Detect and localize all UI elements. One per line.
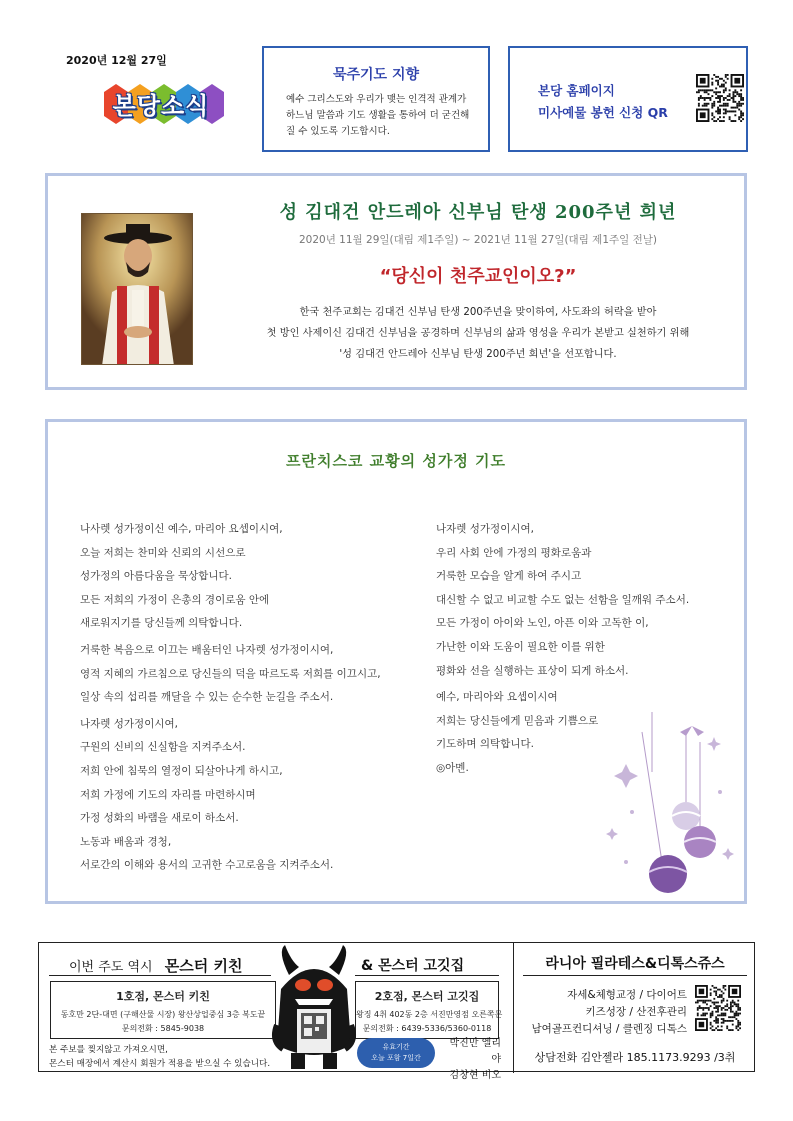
store-1-tel: 문의전화 : 5845-9038 [121, 1024, 205, 1033]
store-2-name: 2호점, 몬스터 고깃집 [374, 990, 480, 1003]
pilates-rule [523, 975, 747, 976]
intention-text [286, 92, 470, 140]
prayer-line: 노동과 배움과 경청, [80, 835, 172, 848]
pilates-service: 자세&체형교정 / 다이어트 [567, 989, 687, 1001]
store-2-address: 왕징 4취 402동 2층 서진만영점 오른쪽문 [356, 1010, 503, 1019]
monster-headline [69, 955, 242, 976]
prayer-line: 저희 가정에 기도의 자리를 마련하시며 [80, 788, 256, 801]
staff-names [441, 1036, 501, 1084]
homepage-line: 본당 홈페이지 [538, 83, 615, 98]
intention-line: 예수 그리스도와 우리가 맺는 인격적 관계가 [286, 94, 467, 105]
monster-mascot-icon [271, 945, 357, 1071]
anniversary-line: 첫 방인 사제이신 김대건 신부님을 공경하며 신부님의 삶과 영성을 우리가 본받고 실천하기 위해 [266, 328, 690, 339]
staff-name: 박진만 엘리야 [449, 1038, 501, 1065]
prayer-line: 새로워지기를 당신들께 의탁합니다. [80, 617, 243, 630]
anniversary-section [45, 173, 747, 390]
intention-line: 하느님 말씀과 기도 생활을 통하여 더 굳건해 [286, 110, 470, 121]
prayer-line: ◎아멘. [436, 761, 469, 774]
anniversary-line: '성 김대건 안드레아 신부님 탄생 200주년 희년'을 선포합니다. [339, 349, 617, 360]
validity-label: 유효기간 [382, 1043, 410, 1051]
prayer-line: 구원의 신비의 신실함을 지켜주소서. [80, 741, 246, 754]
pilates-services [521, 987, 687, 1038]
pilates-title: 라니아 필라테스&디톡스쥬스 [545, 956, 725, 972]
saint-portrait [81, 213, 193, 365]
homepage-qr-text [538, 80, 668, 124]
prayer-line: 저희는 당신들에게 믿음과 기쁨으로 [436, 714, 599, 727]
staff-name: 김창현 비오 [449, 1070, 501, 1081]
christmas-ornaments-icon [602, 712, 742, 897]
prayer-left-column [80, 518, 440, 878]
prayer-line: 가정 성화의 바램을 새로이 하소서. [80, 812, 239, 825]
headline-rule [355, 975, 499, 976]
prayer-line: 오늘 저희는 찬미와 신뢰의 시선으로 [80, 546, 246, 559]
anniversary-period: 2020년 11월 29일(대림 제1주일) ~ 2021년 11월 27일(대림 제1주일 전날) [298, 234, 658, 246]
prayer-line: 거룩한 복음으로 이끄는 배움터인 나자렛 성가정이시여, [80, 643, 334, 656]
validity-badge [357, 1038, 435, 1068]
anniversary-title: 성 김대건 안드레아 신부님 탄생 200주년 희년 [279, 202, 677, 223]
homepage-qr-box [508, 46, 748, 152]
prayer-line: 평화와 선을 실행하는 표상이 되게 하소서. [436, 664, 629, 677]
prayer-line: 예수, 마리아와 요셉이시여 [436, 691, 558, 704]
prayer-line: 기도하며 의탁합니다. [436, 738, 534, 751]
coupon-line: 본 주보를 찢지않고 가져오시면, [49, 1045, 168, 1055]
headline-suffix: & 몬스터 고깃집 [361, 958, 465, 974]
prayer-line: 모든 가정이 아이와 노인, 아픈 이와 고독한 이, [436, 617, 649, 630]
homepage-line: 미사예물 봉헌 신청 QR [538, 105, 668, 120]
prayer-line: 영적 지혜의 가르침으로 당신들의 덕을 따르도록 저희를 이끄시고, [80, 667, 381, 680]
prayer-line: 저희 안에 침묵의 열정이 되살아나게 하시고, [80, 764, 283, 777]
intention-line: 질 수 있도록 기도합시다. [286, 126, 390, 137]
prayer-line: 모든 저희의 가정이 은총의 경이로움 안에 [80, 593, 270, 606]
prayer-line: 거룩한 모습을 알게 하여 주시고 [436, 570, 582, 583]
prayer-line: 나자렛 성가정이시여, [80, 717, 178, 730]
logo-text: 본당소식 [112, 92, 210, 120]
anniversary-quote: “당신이 천주교인이오?” [379, 266, 577, 287]
store-2-box [355, 981, 503, 1039]
store-1-box [50, 981, 276, 1039]
issue-date: 2020년 12월 27일 [66, 54, 167, 67]
prayer-line: 서로간의 이해와 용서의 고귀한 수고로움을 지켜주소서. [80, 859, 334, 872]
prayer-line: 대신할 수 없고 비교할 수도 없는 선함을 일깨워 주소서. [436, 593, 690, 606]
pilates-contact: 상담전화 김안젤라 185.1173.9293 /3취 [534, 1051, 736, 1064]
anniversary-body [213, 302, 743, 365]
store-1-address: 동호만 2단-대면 (구해산물 시장) 왕산상업중심 3층 복도끝 [60, 1010, 266, 1019]
holy-family-prayer-section [45, 419, 747, 904]
pilates-service: 키즈성장 / 산전후관리 [585, 1006, 687, 1018]
validity-value: 오늘 포함 7일간 [371, 1054, 421, 1062]
headline-prefix: 이번 주도 역시 [69, 960, 153, 975]
prayer-line: 성가정의 아름다움을 묵상합니다. [80, 570, 233, 583]
advertisement-block [38, 942, 755, 1081]
prayer-line: 나자렛 성가정이시여, [436, 523, 534, 535]
headline-rule [49, 975, 271, 976]
prayer-line: 우리 사회 안에 가정의 평화로움과 [436, 546, 592, 559]
qr-code-icon[interactable] [696, 74, 744, 122]
store-2-tel: 문의전화 : 6439-5336/5360-0118 [362, 1024, 492, 1033]
rosary-intention-box [262, 46, 490, 152]
qr-code-icon[interactable] [695, 985, 741, 1031]
prayer-title: 프란치스코 교황의 성가정 기도 [285, 452, 507, 470]
prayer-line: 가난한 이와 도움이 필요한 이를 위한 [436, 640, 605, 653]
prayer-line: 나사렛 성가정이신 예수, 마리아 요셉이시여, [80, 523, 283, 535]
parish-news-logo [94, 80, 228, 128]
store-1-name: 1호점, 몬스터 키친 [116, 990, 210, 1003]
intention-title: 묵주기도 지향 [332, 67, 420, 83]
prayer-line: 일상 속의 섭리를 깨달을 수 있는 순수한 눈길을 주소서. [80, 691, 334, 704]
pilates-service: 남여골프컨디셔닝 / 클렌징 디톡스 [531, 1023, 687, 1035]
coupon-note [49, 1043, 270, 1071]
coupon-line: 몬스터 매장에서 계산시 회원가 적용을 받으실 수 있습니다. [49, 1059, 271, 1069]
headline-name: 몬스터 키친 [164, 957, 243, 975]
anniversary-line: 한국 천주교회는 김대건 신부님 탄생 200주년을 맞이하여, 사도좌의 허락을 받아 [299, 307, 657, 318]
